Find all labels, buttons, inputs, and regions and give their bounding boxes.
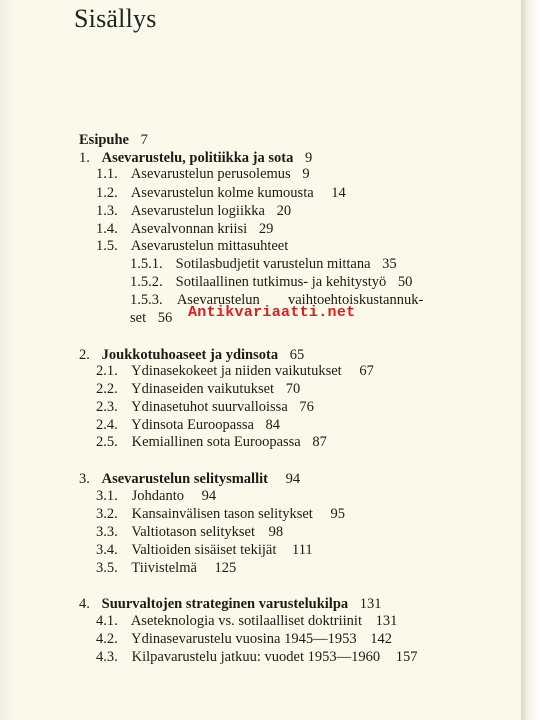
page-gutter-shadow xyxy=(0,0,14,720)
toc-page: 9 xyxy=(302,166,310,182)
toc-entry-ch2-1 xyxy=(96,362,374,380)
toc-label: Kilpavarustelu jatkuu: vuodet 1953—1960 xyxy=(131,649,381,665)
toc-number: 2.5. xyxy=(96,434,118,450)
toc-number: 3.2. xyxy=(96,506,118,522)
toc-page: 98 xyxy=(268,524,284,540)
toc-number: 1.5.1. xyxy=(130,256,163,272)
toc-page: 94 xyxy=(285,471,301,487)
toc-label: Asevarustelun perusolemus xyxy=(130,166,291,182)
toc-page: 76 xyxy=(299,399,314,415)
toc-entry-ch2-4 xyxy=(96,416,280,434)
toc-label: Ydinasekokeet ja niiden vaikutukset xyxy=(131,363,342,379)
toc-page: 84 xyxy=(265,417,281,433)
toc-page: 67 xyxy=(359,363,374,379)
toc-entry-ch1-4 xyxy=(96,220,273,238)
toc-label: Ydinasetuhot suurvalloissa xyxy=(131,399,288,415)
toc-number: 2.1. xyxy=(96,363,118,379)
toc-label-part1: Asevarustelun xyxy=(176,292,260,308)
toc-label: Esipuhe xyxy=(79,132,129,148)
toc-page: 157 xyxy=(395,649,418,665)
toc-entry-ch1-1 xyxy=(96,165,310,183)
watermark-text: Antikvariaatti.net xyxy=(188,304,356,321)
toc-label: Asevarustelun selitysmallit xyxy=(101,471,268,487)
toc-number: 4.3. xyxy=(96,649,118,665)
toc-entry-ch2-5 xyxy=(96,433,327,451)
toc-entry-ch1-3 xyxy=(96,202,291,220)
toc-entry-ch3-2 xyxy=(96,505,345,523)
toc-page: 29 xyxy=(258,221,274,237)
toc-label: Sotilasbudjetit varustelun mittana xyxy=(175,256,371,272)
toc-entry-ch4-2 xyxy=(96,630,392,648)
toc-page: 14 xyxy=(331,185,346,201)
toc-entry-ch2-2 xyxy=(96,380,300,398)
toc-page: 95 xyxy=(330,506,345,522)
toc-page: 131 xyxy=(359,596,382,612)
toc-entry-ch3-5 xyxy=(96,559,236,577)
toc-label: Suurvaltojen strateginen varustelukilpa xyxy=(101,596,349,612)
toc-label-part2: vaihtoehtoiskustannuk- xyxy=(288,292,424,308)
toc-entry-ch4-3 xyxy=(96,648,417,666)
toc-label: Kansainvälisen tason selitykset xyxy=(131,506,313,522)
toc-label: Valtiotason selitykset xyxy=(131,524,256,540)
toc-label: Kemiallinen sota Euroopassa xyxy=(131,434,301,450)
toc-entry-ch4-1 xyxy=(96,612,397,630)
page-edge xyxy=(521,0,540,720)
toc-entry-ch1-5 xyxy=(96,237,288,255)
toc-entry-ch1-5-1 xyxy=(130,255,397,273)
toc-entry-ch1-2 xyxy=(96,184,346,202)
toc-entry-ch2-3 xyxy=(96,398,314,416)
toc-page: 111 xyxy=(291,542,313,558)
toc-number: 3.5. xyxy=(96,560,118,576)
toc-label: Ydinasevarustelu vuosina 1945—1953 xyxy=(131,631,357,647)
toc-number: 1.4. xyxy=(96,221,118,237)
toc-entry-ch4 xyxy=(79,595,382,613)
toc-page: 56 xyxy=(157,310,173,326)
toc-entry-esipuhe xyxy=(79,131,148,149)
toc-entry-ch3-1 xyxy=(96,487,216,505)
toc-number: 4. xyxy=(79,596,90,612)
toc-label: Asevarustelu, politiikka ja sota xyxy=(101,150,294,166)
toc-page: 50 xyxy=(397,274,413,290)
toc-label: Ydinaseiden vaikutukset xyxy=(131,381,275,397)
toc-label: Asevarustelun kolme kumousta xyxy=(130,185,314,201)
toc-label: Joukkotuhoaseet ja ydinsota xyxy=(101,347,279,363)
toc-label: Asevarustelun logiikka xyxy=(130,203,265,219)
toc-label: Ydinsota Euroopassa xyxy=(131,417,254,433)
toc-number: 3. xyxy=(79,471,90,487)
toc-label: Aseteknologia vs. sotilaalliset doktriinit xyxy=(130,613,362,629)
toc-entry-ch3-4 xyxy=(96,541,313,559)
toc-number: 1.5.2. xyxy=(130,274,163,290)
toc-label: Sotilaallinen tutkimus- ja kehitystyö xyxy=(175,274,387,290)
toc-page: 9 xyxy=(305,150,313,166)
toc-page: 7 xyxy=(140,132,148,148)
toc-number: 1. xyxy=(79,150,90,166)
toc-page: 125 xyxy=(214,560,237,576)
toc-entry-ch3 xyxy=(79,470,300,488)
toc-page: 142 xyxy=(370,631,392,647)
toc-number: 1.1. xyxy=(96,166,118,182)
toc-page: 35 xyxy=(382,256,397,272)
toc-label: Valtioiden sisäiset tekijät xyxy=(131,542,277,558)
toc-page: 20 xyxy=(276,203,292,219)
page-title: Sisällys xyxy=(74,4,157,33)
toc-label: Asevarustelun mittasuhteet xyxy=(130,238,289,254)
toc-number: 1.5.3. xyxy=(130,292,163,308)
toc-number: 2.4. xyxy=(96,417,118,433)
toc-label: Tiivistelmä xyxy=(131,560,197,576)
toc-page: 70 xyxy=(285,381,301,397)
toc-entry-ch1-5-2 xyxy=(130,273,412,291)
toc-number: 2.3. xyxy=(96,399,118,415)
toc-number: 1.3. xyxy=(96,203,118,219)
toc-label-part3: set xyxy=(130,310,147,326)
toc-number: 3.4. xyxy=(96,542,118,558)
toc-page: 131 xyxy=(375,613,398,629)
toc-number: 2.2. xyxy=(96,381,118,397)
toc-number: 3.3. xyxy=(96,524,118,540)
toc-number: 4.2. xyxy=(96,631,118,647)
toc-page: 94 xyxy=(201,488,217,504)
toc-page: 87 xyxy=(312,434,327,450)
toc-entry-ch1-5-3-cont xyxy=(130,309,172,327)
toc-number: 1.5. xyxy=(96,238,118,254)
toc-label: Johdanto xyxy=(131,488,184,504)
toc-label: Asevalvonnan kriisi xyxy=(130,221,248,237)
toc-entry-ch3-3 xyxy=(96,523,283,541)
toc-number: 3.1. xyxy=(96,488,118,504)
toc-page: 65 xyxy=(289,347,305,363)
toc-number: 4.1. xyxy=(96,613,118,629)
toc-number: 1.2. xyxy=(96,185,118,201)
toc-number: 2. xyxy=(79,347,90,363)
